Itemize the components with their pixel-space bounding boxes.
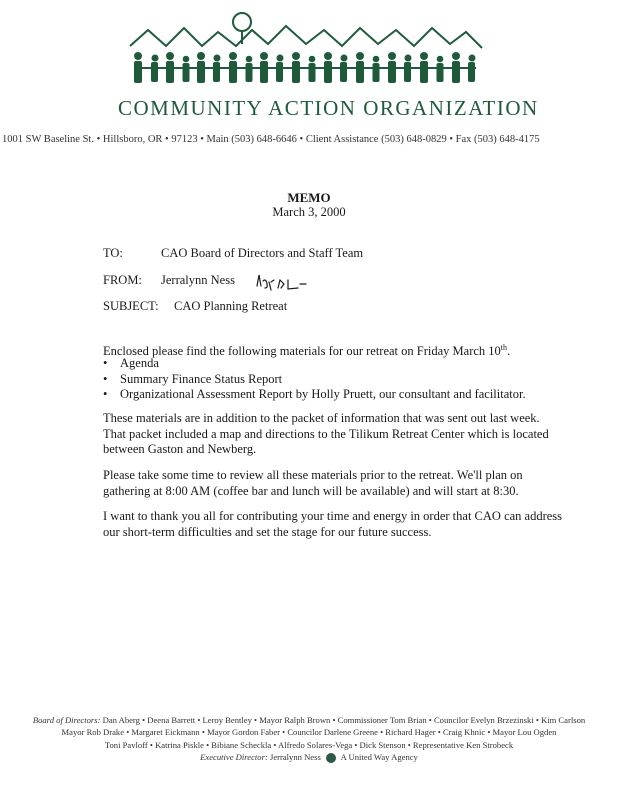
united-way-icon <box>326 753 336 763</box>
board-members-line-2: Mayor Rob Drake • Margaret Eickmann • Mayor Gordon Faber • Councilor Darlene Greene • Richard Hager • Craig Khnic • Mayor Lou Ogden <box>61 727 557 738</box>
intro-end: . <box>507 344 511 359</box>
paragraph-materials: These materials are in addition to the packet of information that was sent out last week. That packet included a map and directions to the Tilikum Retreat Center which is located between Gaston and Newberg. <box>103 411 549 456</box>
subject-row <box>103 299 288 314</box>
list-item: • Agenda <box>103 356 526 372</box>
agency-label: A United Way Agency <box>340 751 418 762</box>
subject-value: CAO Planning Retreat <box>174 299 288 313</box>
people-rooftop-logo-icon <box>100 8 500 103</box>
list-item: • Organizational Assessment Report by Holly Pruett, our consultant and facilitator. <box>103 387 526 403</box>
to-label: TO: <box>103 246 123 260</box>
board-label: Board of Directors: <box>32 715 101 725</box>
from-label: FROM: <box>103 273 142 287</box>
paragraph-thanks: I want to thank you all for contributing your time and energy in order that CAO can address our short-term difficulties and set the stage for our future success. <box>103 509 563 539</box>
initials-signature-icon <box>254 272 314 294</box>
organization-logo <box>100 8 539 133</box>
to-value: CAO Board of Directors and Staff Team <box>161 246 364 260</box>
memo-title: MEMO <box>287 190 331 205</box>
materials-list <box>103 356 526 403</box>
board-members-line-1: Dan Aberg • Deena Barrett • Leroy Bentley • Mayor Ralph Brown • Commissioner Tom Brian • Councilor Evelyn Brzezinski • Kim Carlson <box>102 715 586 725</box>
subject-label: SUBJECT: <box>103 299 159 313</box>
list-item: • Summary Finance Status Report <box>103 372 526 388</box>
from-row <box>103 273 235 288</box>
memo-date: March 3, 2000 <box>272 205 346 219</box>
from-value: Jerralynn Ness <box>161 273 235 287</box>
footer-line-1 <box>0 714 618 726</box>
address-line: 1001 SW Baseline St. • Hillsboro, OR • 97123 • Main (503) 648-6646 • Client Assistance (503) 648-0829 • Fax (503) 648-4175 <box>2 134 540 145</box>
to-row <box>103 246 364 261</box>
board-members-line-3: Toni Pavloff • Katrina Piskle • Bibiane Scheckla • Alfredo Solares-Vega • Dick Stenson • Representative Ken Strobeck <box>104 739 514 750</box>
exec-name: Jerralynn Ness <box>269 751 321 762</box>
board-footer <box>0 714 618 763</box>
intro-text: Enclosed please find the following materials for our retreat on Friday March 10 <box>103 344 501 359</box>
intro-superscript: th <box>500 343 508 352</box>
exec-label: Executive Director: <box>200 751 268 762</box>
footer-line-4 <box>0 751 618 763</box>
organization-name: COMMUNITY ACTION ORGANIZATION <box>118 96 539 120</box>
paragraph-review: Please take some time to review all these materials prior to the retreat. We'll plan on gathering at 8:00 AM (coffee bar and lunch will be available) and will start at 8:30. <box>103 468 523 498</box>
